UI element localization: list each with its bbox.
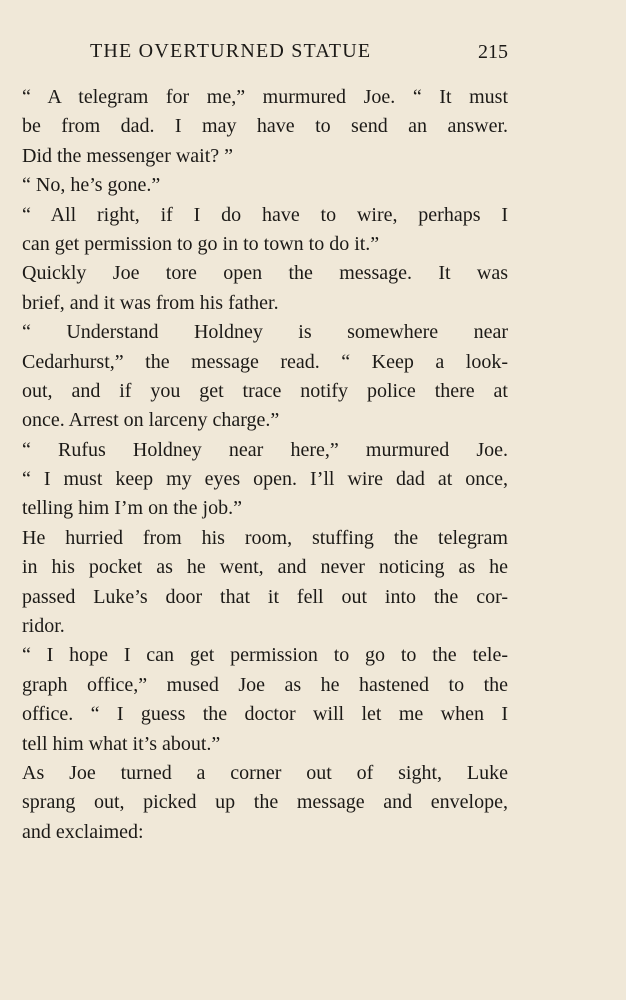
text-line: Did the messenger wait? ” (22, 144, 234, 167)
text-line: ridor. (22, 615, 65, 638)
text-line: telling him I’m on the job.” (22, 497, 242, 520)
text-line: Quickly Joe tore open the message. It was (22, 262, 508, 285)
running-title: THE OVERTURNED STATUE (90, 40, 372, 62)
page-number: 215 (478, 41, 508, 63)
text-line: once. Arrest on larceny charge.” (22, 409, 280, 432)
running-head (22, 40, 508, 66)
text-line: “ All right, if I do have to wire, perhaps I (22, 203, 508, 226)
text-line: be from dad. I may have to send an answer. (22, 115, 508, 138)
text-line: tell him what it’s about.” (22, 732, 221, 755)
text-line: can get permission to go in to town to do it.” (22, 232, 380, 255)
text-line: “ Understand Holdney is somewhere near (22, 321, 508, 344)
text-line: As Joe turned a corner out of sight, Luke (22, 761, 508, 784)
text-line: “ I hope I can get permission to go to the tele- (22, 644, 508, 667)
text-line: passed Luke’s door that it fell out into the cor- (22, 585, 508, 608)
text-line: and exclaimed: (22, 820, 144, 843)
text-line: in his pocket as he went, and never noticing as he (22, 556, 508, 579)
text-line: sprang out, picked up the message and envelope, (22, 791, 508, 814)
text-line: graph office,” mused Joe as he hastened to the (22, 673, 508, 696)
text-line: “ I must keep my eyes open. I’ll wire dad at once, (22, 468, 508, 491)
text-line: brief, and it was from his father. (22, 291, 279, 314)
text-line: “ A telegram for me,” murmured Joe. “ It must (22, 86, 508, 108)
text-line: “ No, he’s gone.” (22, 174, 161, 197)
body-text (22, 83, 508, 847)
text-line: office. “ I guess the doctor will let me when I (22, 703, 508, 726)
text-line: out, and if you get trace notify police there at (22, 379, 508, 402)
text-line: He hurried from his room, stuffing the telegram (22, 526, 508, 549)
text-line: Cedarhurst,” the message read. “ Keep a look- (22, 350, 508, 373)
text-line: “ Rufus Holdney near here,” murmured Joe. (22, 438, 508, 461)
